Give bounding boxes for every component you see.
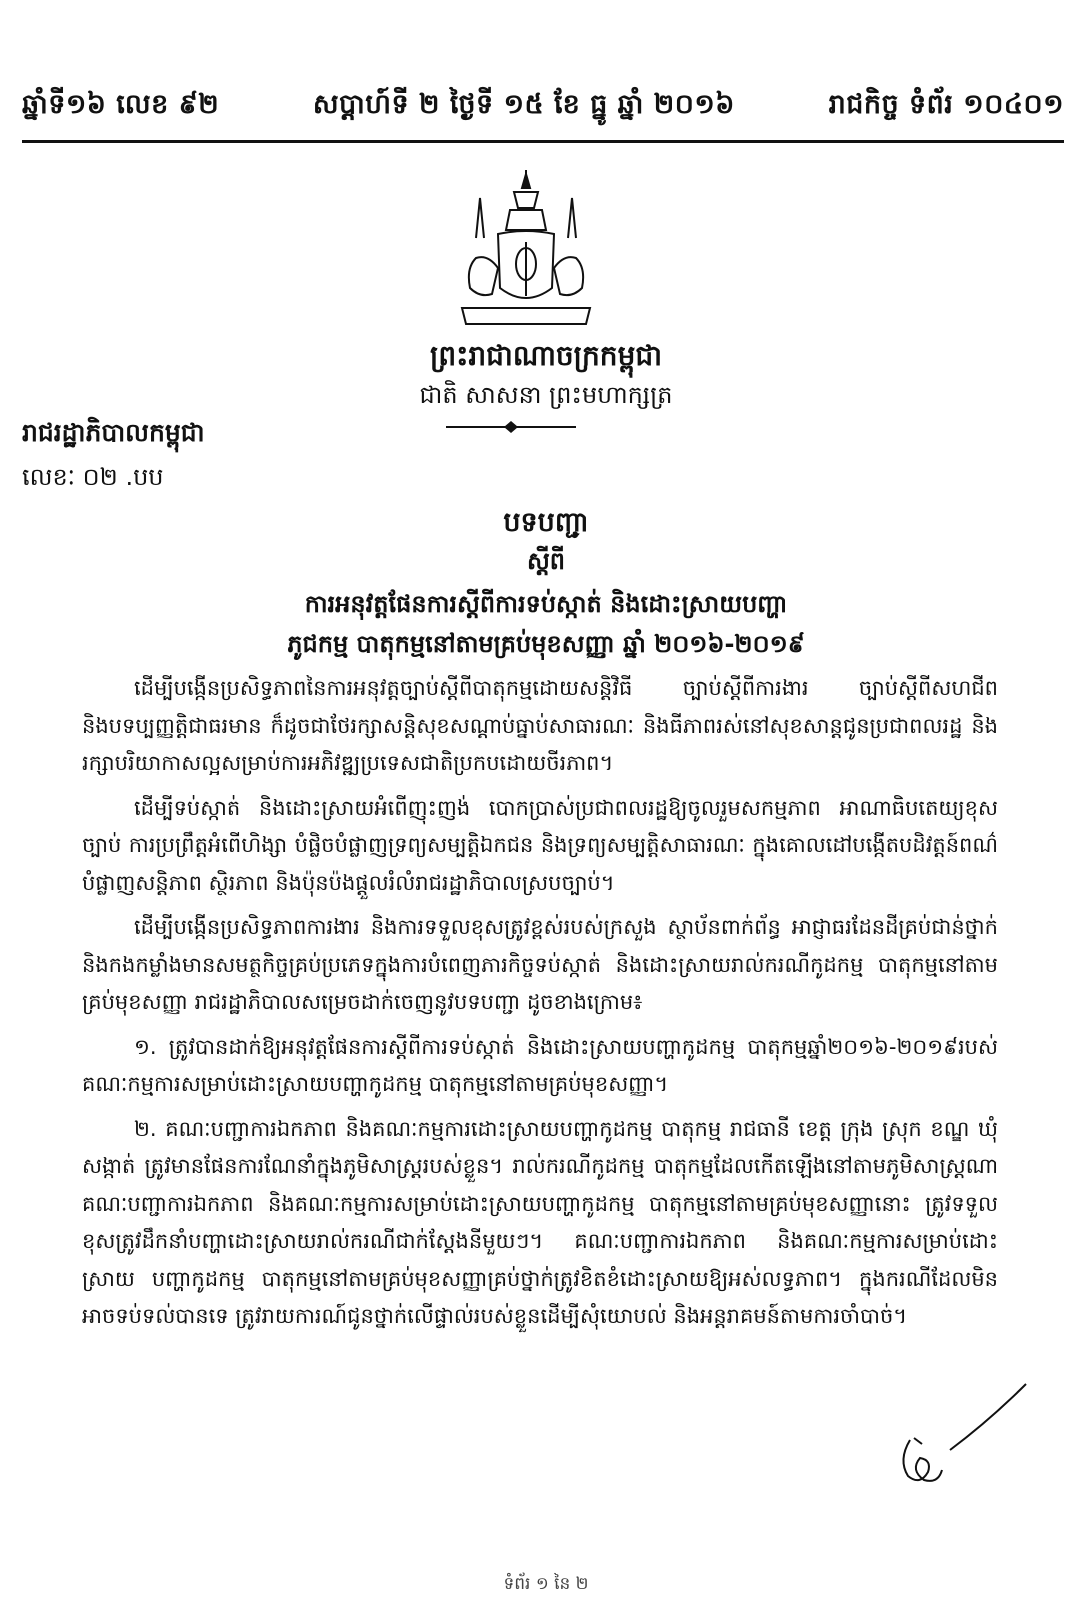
royal-coat-of-arms-icon	[436, 168, 616, 336]
numbered-item: ២. គណៈបញ្ជាការឯកភាព និងគណៈកម្មការដោះស្រាយបញ្ហាកូដកម្ម បាតុកម្ម រាជធានី ខេត្ត ក្រុង ស្រុក ខណ្ឌ ឃុំ សង្កាត់ ត្រូវមានផែនការណែនាំក្នុងភូមិសាស្ត្ររបស់ខ្លួន។ រាល់ករណីកូដកម្ម បាតុកម្មដែលកើតឡើងនៅតាមភូមិសាស្ត្រណា គណៈបញ្ជាការឯកភាព និងគណៈកម្មការសម្រាប់ដោះស្រាយបញ្ហាកូដកម្ម បាតុកម្មនៅតាមគ្រប់មុខសញ្ញានោះ ត្រូវទទួលខុសត្រូវដឹកនាំបញ្ហាដោះស្រាយរាល់ករណីជាក់ស្តែងនីមួយៗ។ គណៈបញ្ជាការឯកភាព និងគណៈកម្មការសម្រាប់ដោះស្រាយ បញ្ហាកូដកម្ម បាតុកម្មនៅតាមគ្រប់មុខសញ្ញាគ្រប់ថ្នាក់ត្រូវខិតខំដោះស្រាយឱ្យអស់លទ្ធភាព។ ក្នុងករណីដែលមិនអាចទប់ទល់បានទេ ត្រូវរាយការណ៍ជូនថ្នាក់លើផ្ទាល់របស់ខ្លួនដើម្បីសុំយោបល់ និងអន្តរាគមន៍តាមការចាំបាច់។	[82, 1116, 998, 1328]
kingdom-title: ព្រះរាជាណាចក្រកម្ពុជា	[429, 339, 662, 372]
document-about: ស្តីពី	[526, 547, 566, 575]
numbered-item: ១. ត្រូវបានដាក់ឱ្យអនុវត្តផែនការស្តីពីការទប់ស្កាត់ និងដោះស្រាយបញ្ហាកូដកម្ម បាតុកម្មឆ្នាំ២០១៦-២០១៩របស់គណៈកម្មការសម្រាប់ដោះស្រាយបញ្ហាកូដកម្ម បាតុកម្មនៅតាមគ្រប់មុខសញ្ញា។	[82, 1034, 998, 1096]
ornament-divider-icon	[446, 420, 576, 434]
gazette-page-ref: រាជកិច្ច ទំព័រ ១០៤០១	[828, 89, 1064, 120]
paragraph: ដើម្បីបង្កើនប្រសិទ្ធភាពនៃការអនុវត្តច្បាប់ស្តីពីបាតុកម្មដោយសន្តិវិធី ច្បាប់ស្តីពីការងារ ច្បាប់ស្តីពីសហជីព និងបទប្បញ្ញត្តិជាធរមាន ក៏ដូចជាថែរក្សាសន្តិសុខសណ្តាប់ធ្នាប់សាធារណៈ និងធីភាពរស់នៅសុខសាន្តជូនប្រជាពលរដ្ឋ និងរក្សាបរិយាកាសល្អសម្រាប់ការអភិវឌ្ឍប្រទេសជាតិប្រកបដោយចីរភាព។	[82, 676, 998, 775]
document-type: បទបញ្ជា	[503, 507, 589, 538]
subject-line-2: ភូជកម្ម បាតុកម្មនៅតាមគ្រប់មុខសញ្ញា ឆ្នាំ ២០១៦-២០១៩	[287, 630, 805, 658]
paragraph: ដើម្បីបង្កើនប្រសិទ្ធភាពការងារ និងការទទួលខុសត្រូវខ្ពស់របស់ក្រសួង ស្ថាប័នពាក់ព័ន្ធ អាជ្ញាធរដែនដីគ្រប់ជាន់ថ្នាក់ និងកងកម្លាំងមានសមត្ថកិច្ចគ្រប់ប្រភេទក្នុងការបំពេញភារកិច្ចទប់ស្កាត់ និងដោះស្រាយរាល់ករណីកូដកម្ម បាតុកម្មនៅតាមគ្រប់មុខសញ្ញា រាជរដ្ឋាភិបាលសម្រេចដាក់ចេញនូវបទបញ្ជា ដូចខាងក្រោម៖	[82, 915, 998, 1014]
gazette-date: សប្តាហ៍ទី ២ ថ្ងៃទី ១៥ ខែ ធ្នូ ឆ្នាំ ២០១៦	[312, 89, 735, 120]
document-body	[82, 670, 998, 1343]
kingdom-motto: ជាតិ សាសនា ព្រះមហាក្សត្រ	[419, 381, 673, 409]
page-footer: ទំព័រ ១ នៃ ២	[503, 1574, 589, 1594]
gazette-year-issue: ឆ្នាំទី១៦ លេខ ៩២	[22, 89, 220, 120]
subject-line-1: ការអនុវត្តផែនការស្តីពីការទប់ស្កាត់ និងដោះស្រាយបញ្ហា	[304, 590, 788, 618]
document-number: លេខៈ ០២ .បប	[22, 463, 164, 491]
paragraph: ដើម្បីទប់ស្កាត់ និងដោះស្រាយអំពើញុះញង់ បោកប្រាស់ប្រជាពលរដ្ឋឱ្យចូលរួមសកម្មភាព អាណាធិបតេយ្យខុសច្បាប់ ការប្រព្រឹត្តអំពើហិង្សា បំផ្លិចបំផ្លាញទ្រព្យសម្បត្តិឯកជន និងទ្រព្យសម្បត្តិសាធារណៈ ក្នុងគោលដៅបង្កើតបដិវត្តន៍ពណ៌ បំផ្លាញសន្តិភាព ស្ថិរភាព និងប៉ុនប៉ងផ្តួលរំលំរាជរដ្ឋាភិបាលស្របច្បាប់។	[82, 795, 998, 895]
signature-initials-icon	[880, 1380, 1030, 1490]
issuer-name: រាជរដ្ឋាភិបាលកម្ពុជា	[22, 418, 205, 447]
header-divider	[22, 140, 1064, 143]
gazette-header	[22, 88, 1064, 127]
document-subject	[0, 584, 1092, 664]
